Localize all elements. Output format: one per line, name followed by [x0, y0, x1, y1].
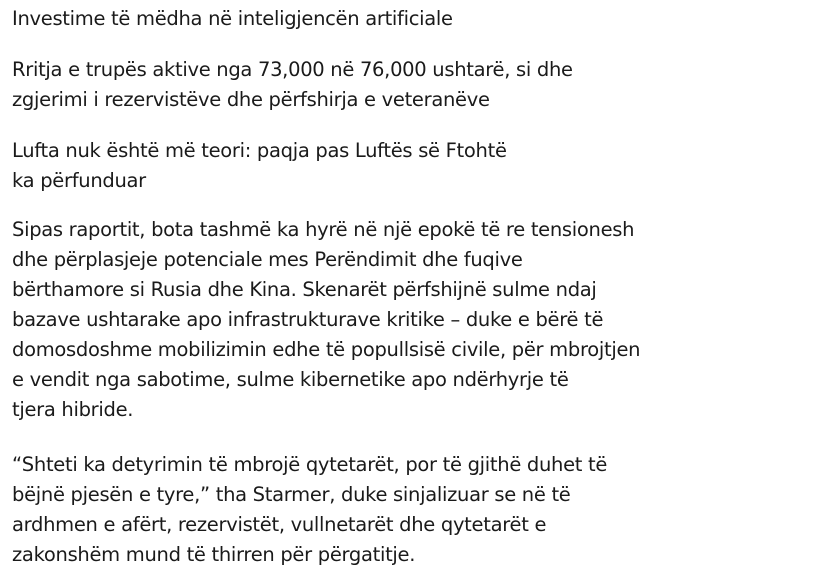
text-line: dhe përplasjeje potenciale mes Perëndimit dhe fuqive: [12, 248, 523, 271]
text-line: bazave ushtarake apo infrastrukturave kritike – duke e bërë të: [12, 308, 604, 331]
text-line: Rritja e trupës aktive nga 73,000 në 76,000 ushtarë, si dhe: [12, 58, 573, 81]
text-line: Lufta nuk është më teori: paqja pas Luftës së Ftohtë: [12, 139, 507, 162]
text-line: ka përfunduar: [12, 169, 146, 192]
text-line: Sipas raportit, bota tashmë ka hyrë në një epokë të re tensionesh: [12, 218, 635, 241]
text-line: zakonshëm mund të thirren për përgatitje.: [12, 543, 416, 566]
text-line: zgjerimi i rezervistëve dhe përfshirja e veteranëve: [12, 88, 490, 111]
text-line: ardhmen e afërt, rezervistët, vullnetarët dhe qytetarët e: [12, 513, 547, 536]
bullet-war-not-theory: [12, 136, 507, 196]
paragraph-starmer-quote: [12, 450, 607, 570]
text-line: bëjnë pjesën e tyre,” tha Starmer, duke sinjalizuar se në të: [12, 483, 571, 506]
bullet-troop-growth: [12, 55, 573, 115]
bullet-ai-investment: [12, 4, 453, 34]
text-line: e vendit nga sabotime, sulme kibernetike apo ndërhyrje të: [12, 368, 569, 391]
text-line: tjera hibride.: [12, 398, 134, 421]
text-line: domosdoshme mobilizimin edhe të popullsisë civile, për mbrojtjen: [12, 338, 641, 361]
text-line: “Shteti ka detyrimin të mbrojë qytetarët, por të gjithë duhet të: [12, 453, 608, 476]
paragraph-report: [12, 215, 640, 425]
text-line: Investime të mëdha në inteligjencën artificiale: [12, 7, 453, 30]
text-line: bërthamore si Rusia dhe Kina. Skenarët përfshijnë sulme ndaj: [12, 278, 597, 301]
